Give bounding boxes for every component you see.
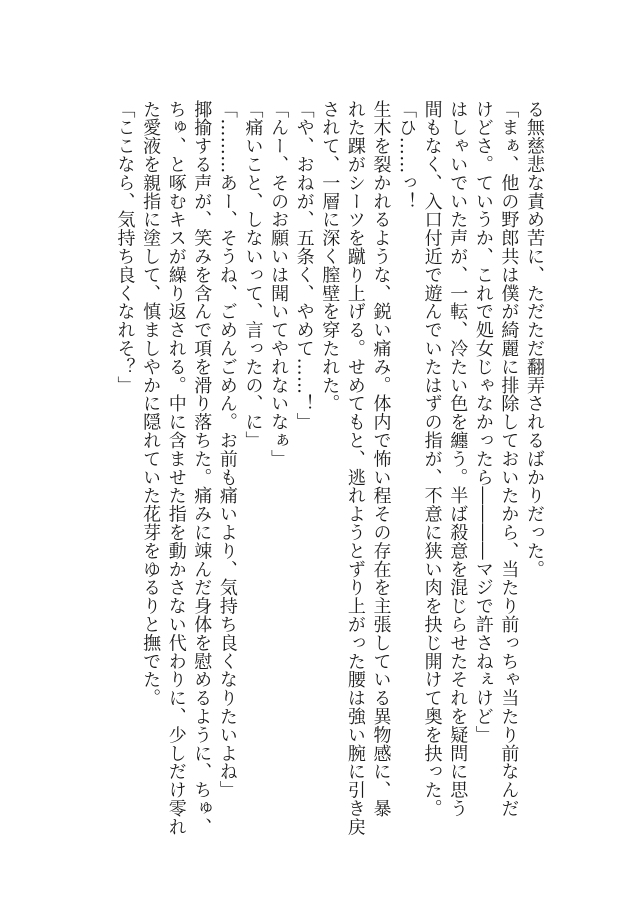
text-line-6: 「ひ……っ！	[396, 100, 418, 211]
text-line-7: 生木を裂かれるような、鋭い痛み。体内で怖い程その存在を主張している異物感に、暴	[370, 100, 392, 818]
text-line-11: 「んー、そのお願いは聞いてやれないなぁ」	[268, 100, 290, 468]
text-line-4: はしゃいでいた声が、一転、冷たい色を纏う。半ば殺意を混じらせたそれを疑問に思う	[447, 100, 469, 818]
text-line-13: 「………あー、そうね、ごめんごめん。お前も痛いより、気持ち良くなりたいよね」	[216, 100, 238, 800]
text-line-14: 揶揄する声が、笑みを含んで項を滑り落ちた。痛みに竦んだ身体を慰めるように、ちゅ、	[191, 100, 213, 836]
text-line-3: けどさ。ていうか、これで処女じゃなかったら――――マジで許さねぇけど」	[472, 100, 494, 744]
text-line-12: 「痛いこと、しないって、言ったの、に」	[242, 100, 264, 450]
text-line-10: 「や、おねが、五条く、やめて……！」	[293, 100, 315, 432]
vertical-text-body	[87, 100, 547, 836]
text-line-1: る無慈悲な責め苦に、ただただ翻弄されるばかりだった。	[524, 100, 545, 579]
text-line-5: 間もなく、入口付近で遊んでいたはずの指が、不意に狭い肉を抉じ開けて奥を抉った。	[421, 100, 443, 818]
text-line-9: されて、一層に深く膣壁を穿たれた。	[319, 100, 341, 413]
text-line-16: た愛液を親指に塗して、慎ましやかに隠れていた花芽をゆるりと撫でた。	[140, 100, 162, 708]
text-line-2: 「まぁ、他の野郎共は僕が綺麗に排除しておいたから、当たり前っちゃ当たり前なんだ	[498, 100, 520, 818]
text-line-8: れた踝がシーツを蹴り上げる。せめてもと、逃れようとずり上がった腰は強い腕に引き戻	[344, 100, 366, 836]
text-line-17: 「ここなら、気持ち良くなれそ？」	[114, 100, 136, 395]
text-line-15: ちゅ、と啄むキスが繰り返される。中に含ませた指を動かさない代わりに、少しだけ零れ	[165, 100, 187, 836]
